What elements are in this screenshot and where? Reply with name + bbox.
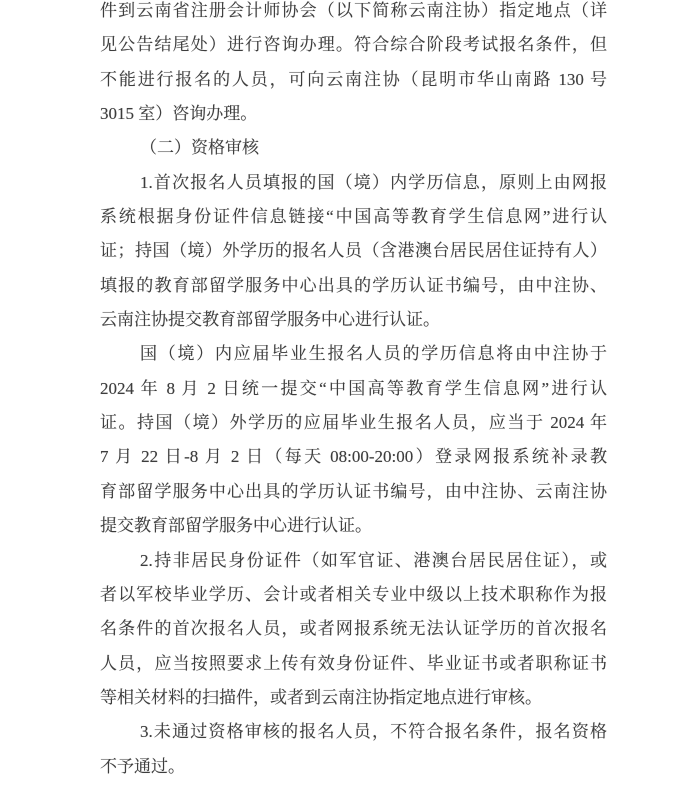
document-line: 证；持国（境）外学历的报名人员（含港澳台居民居住证持有人）: [100, 241, 607, 261]
document-line: 填报的教育部留学服务中心出具的学历认证书编号，由中注协、: [100, 275, 607, 295]
document-line: 件到云南省注册会计师协会（以下简称云南注协）指定地点（详: [100, 1, 607, 20]
document-line: 提交教育部留学服务中心进行认证。: [100, 516, 372, 536]
document-line: 不予通过。: [100, 756, 185, 776]
document-body: [100, 0, 607, 784]
document-line: 7 月 22 日-8 月 2 日（每天 08:00-20:00）登录网报系统补录教: [100, 447, 607, 467]
document-line: 云南注协提交教育部留学服务中心进行认证。: [100, 310, 440, 330]
document-line: 育部留学服务中心出具的学历认证书编号，由中注协、云南注协: [100, 481, 607, 501]
document-line: 等相关材料的扫描件，或者到云南注协指定地点进行审核。: [100, 687, 542, 707]
document-line: 系统根据身份证件信息链接“中国高等教育学生信息网”进行认: [100, 207, 607, 227]
document-line: 1.首次报名人员填报的国（境）内学历信息，原则上由网报: [140, 172, 607, 192]
document-line: （二）资格审核: [140, 138, 259, 158]
document-line: 不能进行报名的人员，可向云南注协（昆明市华山南路 130 号: [100, 69, 607, 89]
document-line: 2024 年 8 月 2 日统一提交“中国高等教育学生信息网”进行认: [100, 378, 607, 398]
document-line: 2.持非居民身份证件（如军官证、港澳台居民居住证），或: [140, 550, 607, 570]
document-line: 国（境）内应届毕业生报名人员的学历信息将由中注协于: [140, 344, 607, 364]
document-line: 见公告结尾处）进行咨询办理。符合综合阶段考试报名条件，但: [100, 35, 607, 55]
document-line: 3015 室）咨询办理。: [100, 104, 258, 124]
document-line: 名条件的首次报名人员，或者网报系统无法认证学历的首次报名: [100, 619, 607, 639]
document-line: 人员，应当按照要求上传有效身份证件、毕业证书或者职称证书: [100, 653, 607, 673]
document-line: 证。持国（境）外学历的应届毕业生报名人员，应当于 2024 年: [100, 413, 607, 433]
document-line: 3.未通过资格审核的报名人员，不符合报名条件，报名资格: [140, 722, 607, 742]
document-line: 者以军校毕业学历、会计或者相关专业中级以上技术职称作为报: [100, 584, 607, 604]
